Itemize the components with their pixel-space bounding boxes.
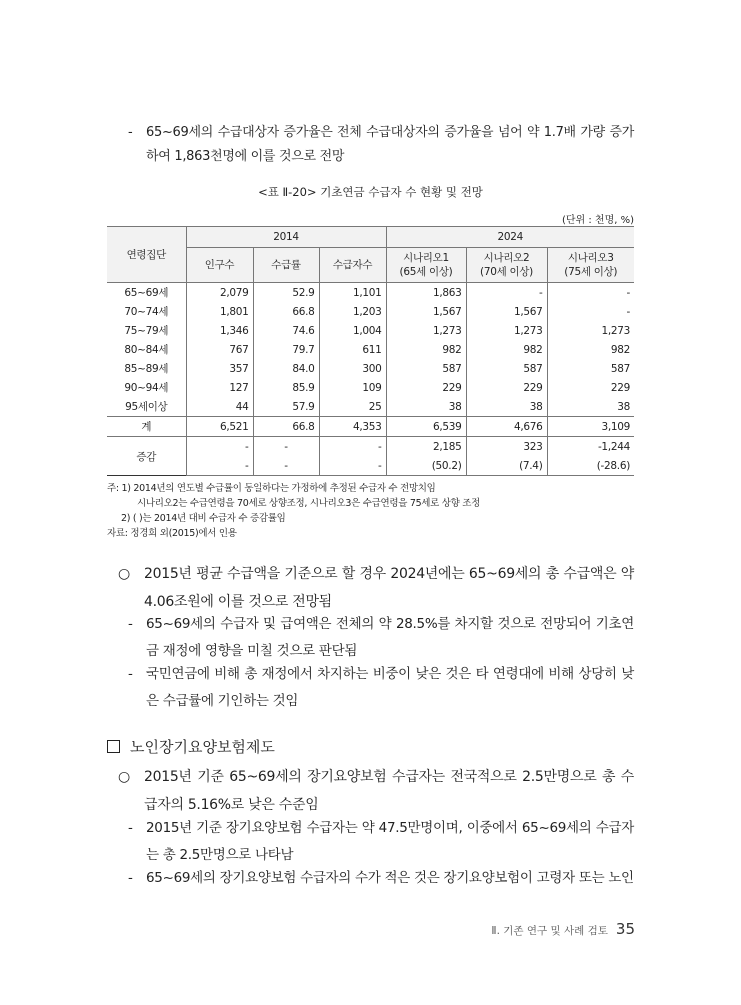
age-cell: 75~79세 [107, 321, 186, 340]
rate-cell: 66.8 [253, 417, 319, 437]
change-label-cell: 증감 [107, 437, 186, 476]
source-note: 자료: 정경희 외(2015)에서 인용 [107, 528, 237, 539]
bullet-circle: ○ [118, 769, 130, 785]
recipients-cell: 4,353 [319, 417, 386, 437]
page-footer [491, 920, 635, 938]
scenario2-cell: 587 [466, 359, 547, 378]
scenario2-cell: 982 [466, 340, 547, 359]
bullet-dash: - [128, 666, 133, 682]
population-cell: - [186, 456, 253, 476]
recipients-cell: - [319, 437, 386, 457]
population-cell: 44 [186, 397, 253, 417]
total-label-cell: 계 [107, 417, 186, 437]
header-recipients: 수급자수 [319, 248, 386, 283]
population-cell: - [186, 437, 253, 457]
scenario3-cell: (-28.6) [547, 456, 634, 476]
scenario1-cell: 587 [386, 359, 466, 378]
rate-cell: 79.7 [253, 340, 319, 359]
population-cell: 6,521 [186, 417, 253, 437]
recipients-cell: 1,203 [319, 302, 386, 321]
dash-paragraph-3 [128, 815, 634, 869]
scenario2-cell: - [466, 283, 547, 303]
table-row [107, 378, 634, 397]
table-caption: <표 Ⅱ-20> 기초연금 수급자 수 현황 및 전망 [258, 185, 483, 199]
paragraph-text: 65~69세의 장기요양보험 수급자의 수가 적은 것은 장기요양보험이 고령자 또는 노인 [146, 870, 634, 886]
scenario3-cell: 3,109 [547, 417, 634, 437]
table-change-rate-row [107, 456, 634, 476]
table-row [107, 340, 634, 359]
header-scenario2: 시나리오2 (70세 이상) [466, 248, 547, 283]
paragraph-text: 65~69세의 수급자 및 급여액은 전체의 약 28.5%를 차지할 것으로 전망되어 기초연금 재정에 영향을 미칠 것으로 판단됨 [146, 616, 634, 659]
scenario1-cell: 1,567 [386, 302, 466, 321]
rate-cell: 66.8 [253, 302, 319, 321]
header-scenario1: 시나리오1 (65세 이상) [386, 248, 466, 283]
scenario3-cell: - [547, 302, 634, 321]
note-1: 주: 1) 2014년의 연도별 수급률이 동일하다는 가정하에 추정된 수급자 수 전망치임 [107, 483, 436, 494]
scenario2-cell: (7.4) [466, 456, 547, 476]
recipients-cell: 25 [319, 397, 386, 417]
scenario2-cell: 4,676 [466, 417, 547, 437]
scenario3-cell: 38 [547, 397, 634, 417]
paragraph-text: 2015년 기준 65~69세의 장기요양보험 수급자는 전국적으로 2.5만명으로 총 수급자의 5.16%로 낮은 수준임 [144, 769, 634, 813]
scenario2-cell: 38 [466, 397, 547, 417]
rate-cell: 57.9 [253, 397, 319, 417]
rate-cell: 74.6 [253, 321, 319, 340]
table-row [107, 359, 634, 378]
population-cell: 357 [186, 359, 253, 378]
scenario1-cell: 982 [386, 340, 466, 359]
paragraph-text: 국민연금에 비해 총 재정에서 차지하는 비중이 낮은 것은 타 연령대에 비해 상당히 낮은 수급률에 기인하는 것임 [146, 666, 634, 709]
table-row [107, 397, 634, 417]
bullet-dash: - [128, 820, 133, 836]
population-cell: 1,801 [186, 302, 253, 321]
paragraph-text: 2015년 기준 장기요양보험 수급자는 약 47.5만명이며, 이중에서 65~69세의 수급자는 총 2.5만명으로 나타남 [146, 820, 634, 863]
section-heading [107, 734, 275, 760]
bullet-dash: - [128, 125, 133, 140]
intro-bullet-text: 65~69세의 수급대상자 증가율은 전체 수급대상자의 증가율을 넘어 약 1.7배 가량 증가하여 1,863천명에 이를 것으로 전망 [146, 125, 634, 164]
paragraph-text: 2015년 평균 수급액을 기준으로 할 경우 2024년에는 65~69세의 총 수급액은 약 4.06조원에 이를 것으로 전망됨 [144, 566, 634, 610]
note-2: 2) ( )는 2014년 대비 수급자 수 증감률임 [121, 513, 286, 524]
table-unit: (단위 : 천명, %) [561, 215, 634, 226]
recipients-table [107, 226, 634, 476]
rate-cell: 84.0 [253, 359, 319, 378]
recipients-cell: 109 [319, 378, 386, 397]
scenario3-cell: 229 [547, 378, 634, 397]
rate-cell: - [253, 437, 319, 457]
dash-paragraph-4 [128, 865, 634, 892]
scenario2-cell: 229 [466, 378, 547, 397]
bullet-circle: ○ [118, 566, 130, 582]
circle-paragraph-1 [118, 560, 634, 616]
scenario1-cell: 38 [386, 397, 466, 417]
recipients-cell: 300 [319, 359, 386, 378]
scenario3-cell: 982 [547, 340, 634, 359]
population-cell: 767 [186, 340, 253, 359]
scenario2-cell: 1,567 [466, 302, 547, 321]
table-row [107, 283, 634, 303]
scenario1-cell: 6,539 [386, 417, 466, 437]
table-row [107, 321, 634, 340]
scenario1-cell: 1,863 [386, 283, 466, 303]
table-total-row [107, 417, 634, 437]
rate-cell: 85.9 [253, 378, 319, 397]
scenario2-cell: 323 [466, 437, 547, 457]
scenario3-cell: - [547, 283, 634, 303]
population-cell: 1,346 [186, 321, 253, 340]
bullet-dash: - [128, 616, 133, 632]
bullet-dash: - [128, 870, 133, 886]
chapter-label: Ⅱ. 기존 연구 및 사례 검토 [491, 925, 608, 937]
circle-paragraph-2 [118, 763, 634, 819]
recipients-cell: 611 [319, 340, 386, 359]
age-cell: 70~74세 [107, 302, 186, 321]
header-age-group: 연령집단 [107, 227, 186, 283]
header-scenario3: 시나리오3 (75세 이상) [547, 248, 634, 283]
scenario1-cell: (50.2) [386, 456, 466, 476]
square-bullet-icon [107, 740, 120, 753]
scenario3-cell: -1,244 [547, 437, 634, 457]
header-receipt-rate: 수급률 [253, 248, 319, 283]
rate-cell: 52.9 [253, 283, 319, 303]
age-cell: 65~69세 [107, 283, 186, 303]
header-year-2024: 2024 [386, 227, 634, 248]
scenario3-cell: 1,273 [547, 321, 634, 340]
intro-bullet [128, 121, 634, 169]
page-number: 35 [615, 920, 635, 938]
scenario3-cell: 587 [547, 359, 634, 378]
recipients-cell: 1,004 [319, 321, 386, 340]
table-row [107, 302, 634, 321]
scenario1-cell: 1,273 [386, 321, 466, 340]
dash-paragraph-1 [128, 611, 634, 665]
recipients-cell: - [319, 456, 386, 476]
scenario2-cell: 1,273 [466, 321, 547, 340]
note-1-continued: 시나리오2는 수급연령을 70세로 상향조정, 시나리오3은 수급연령을 75세로 상향 조정 [137, 498, 481, 509]
recipients-cell: 1,101 [319, 283, 386, 303]
population-cell: 127 [186, 378, 253, 397]
population-cell: 2,079 [186, 283, 253, 303]
table-change-row [107, 437, 634, 457]
age-cell: 85~89세 [107, 359, 186, 378]
rate-cell: - [253, 456, 319, 476]
table-notes [107, 481, 647, 541]
header-year-2014: 2014 [186, 227, 386, 248]
scenario1-cell: 229 [386, 378, 466, 397]
age-cell: 80~84세 [107, 340, 186, 359]
section-title: 노인장기요양보험제도 [130, 738, 275, 756]
scenario1-cell: 2,185 [386, 437, 466, 457]
dash-paragraph-2 [128, 661, 634, 715]
header-population: 인구수 [186, 248, 253, 283]
age-cell: 90~94세 [107, 378, 186, 397]
age-cell: 95세이상 [107, 397, 186, 417]
